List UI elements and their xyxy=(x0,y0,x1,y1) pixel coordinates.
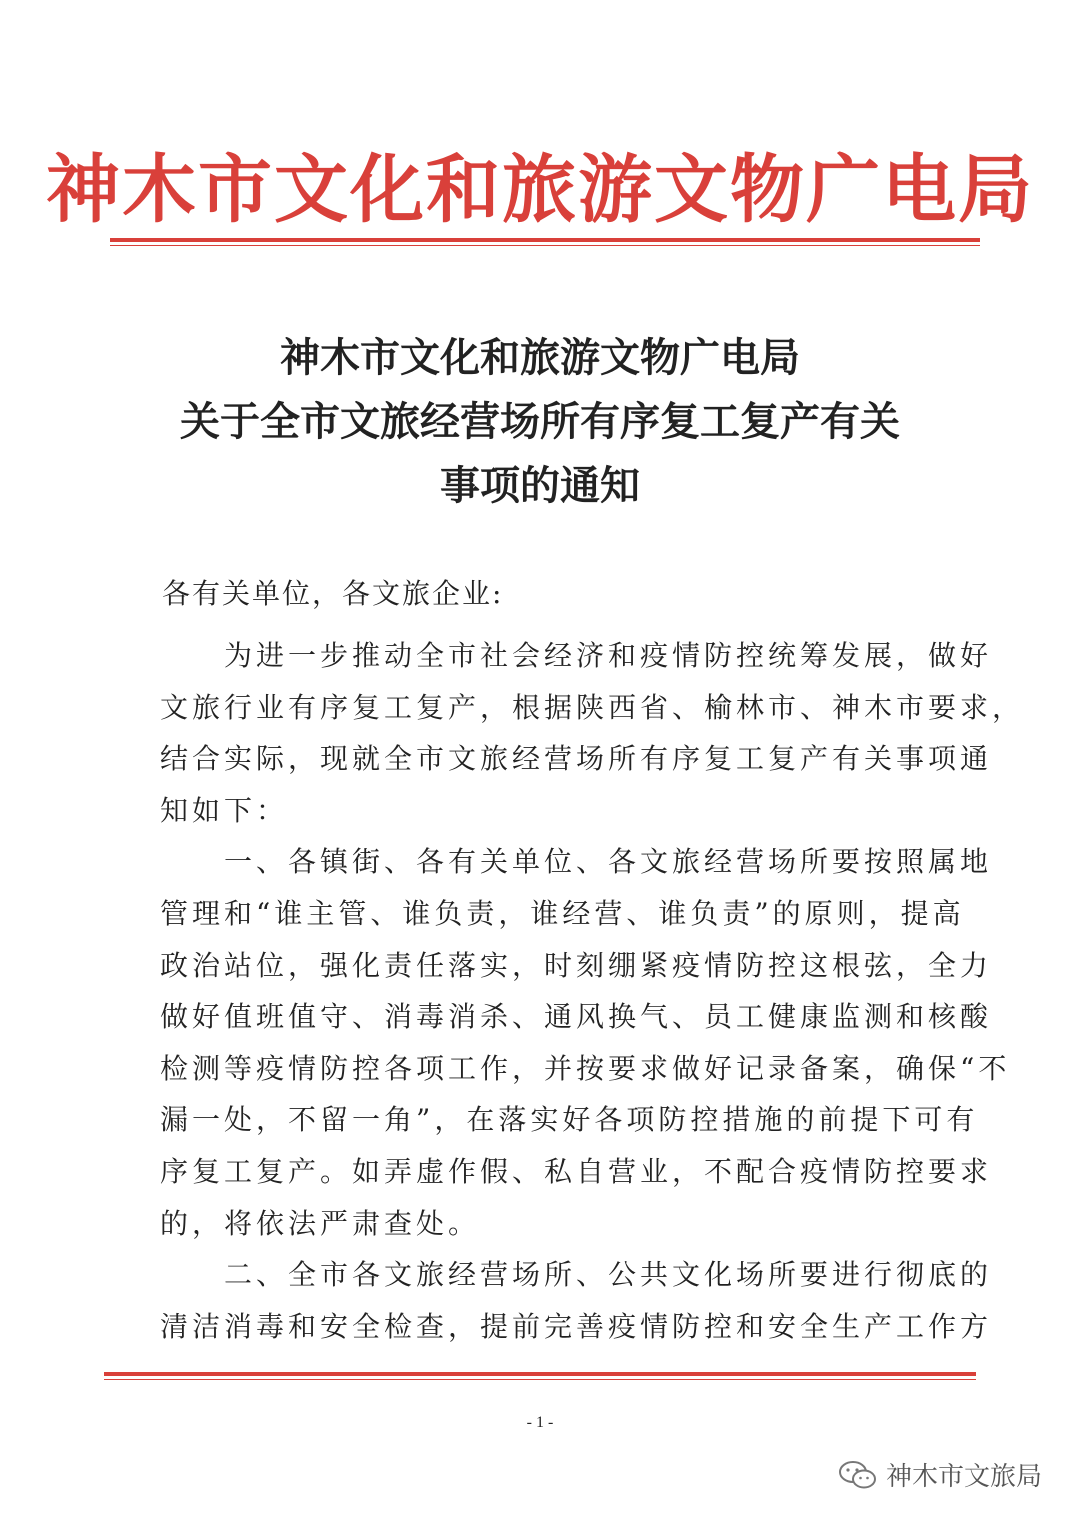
watermark-account-name: 神木市文旅局 xyxy=(885,1462,1042,1492)
document-body xyxy=(160,630,1025,1352)
body-line: 检测等疫情防控各项工作，并按要求做好记录备案，确保“不 xyxy=(160,1051,1011,1085)
letterhead-title: 神木市文化和旅游文物广电局 xyxy=(46,147,1034,233)
letterhead-divider xyxy=(110,238,980,246)
wechat-icon xyxy=(838,1460,878,1490)
body-line: 清洁消毒和安全检查，提前完善疫情防控和安全生产工作方 xyxy=(160,1309,993,1343)
watermark xyxy=(838,1456,1042,1493)
body-line: 为进一步推动全市社会经济和疫情防控统筹发展，做好 xyxy=(160,639,993,672)
body-line: 一、各镇街、各有关单位、各文旅经营场所要按照属地 xyxy=(160,845,993,879)
footer-divider xyxy=(104,1372,976,1380)
body-line: 二、全市各文旅经营场所、公共文化场所要进行彻底的 xyxy=(160,1258,993,1292)
document-title-line: 神木市文化和旅游文物广电局 xyxy=(280,334,800,381)
body-line: 文旅行业有序复工复产，根据陕西省、榆林市、神木市要求， xyxy=(160,690,1025,724)
document-title xyxy=(0,326,1080,518)
body-line: 政治站位，强化责任落实，时刻绷紧疫情防控这根弦，全力 xyxy=(160,948,993,982)
page-number: - 1 - xyxy=(526,1414,554,1431)
body-line: 做好值班值守、消毒消杀、通风换气、员工健康监测和核酸 xyxy=(160,1000,993,1034)
document-title-line: 事项的通知 xyxy=(440,462,640,509)
salutation: 各有关单位，各文旅企业: xyxy=(162,577,504,610)
body-line: 序复工复产。如弄虚作假、私自营业，不配合疫情防控要求 xyxy=(160,1154,993,1188)
document-title-line: 关于全市文旅经营场所有序复工复产有关 xyxy=(180,398,900,445)
body-line: 结合实际，现就全市文旅经营场所有序复工复产有关事项通 xyxy=(160,742,993,776)
body-line: 的，将依法严肃查处。 xyxy=(160,1206,481,1240)
body-line: 知如下： xyxy=(160,793,289,827)
body-line: 管理和“谁主管、谁负责，谁经营、谁负责”的原则，提高 xyxy=(160,896,965,930)
body-line: 漏一处，不留一角”，在落实好各项防控措施的前提下可有 xyxy=(160,1103,979,1137)
